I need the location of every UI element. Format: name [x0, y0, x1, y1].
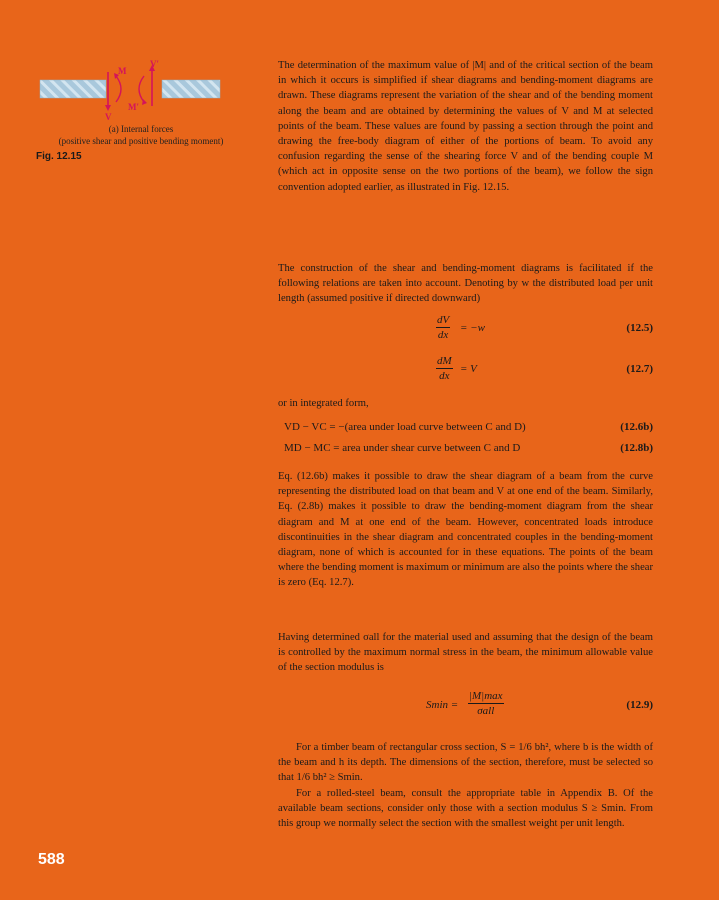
eq127-numerator: dM	[437, 355, 452, 367]
beam-diagram	[38, 58, 228, 122]
eq126b-label: (12.6b)	[620, 421, 653, 433]
eq126b-text: VD − VC = −(area under load curve between C and D)	[284, 421, 526, 433]
paragraph-4: Eq. (12.6b) makes it possible to draw the shear diagram of a beam from the curve representing the distributed load on that beam and V at one end of the beam. Similarly, Eq. (2.8b) makes it possible to draw the bending-moment diagram from the shear diagram and M at one end of the beam. However, concentrated loads introduce discontinuities in the shear diagram and concentrated couples in the bending-moment diagram, none of which is accounted for in these equations. The points of the beam where the bending moment is maximum or minimum are also the points where the shear is zero (Eq. 12.7).	[278, 471, 653, 589]
eq129-denominator: σall	[477, 705, 495, 717]
right-beam-segment	[162, 80, 220, 98]
label-V-prime: V′	[150, 59, 160, 69]
eq129-label: (12.9)	[626, 699, 653, 711]
equation-12-9	[278, 690, 653, 730]
eq129-numerator: |M|max	[469, 690, 503, 702]
eq125-denominator: dx	[437, 329, 449, 341]
equation-12-5	[278, 314, 653, 354]
equation-12-7	[278, 355, 653, 395]
caption-line-1: (a) Internal forces	[108, 124, 174, 134]
eq125-numerator: dV	[437, 314, 450, 326]
left-beam-segment	[40, 80, 106, 98]
label-M: M	[118, 66, 127, 76]
page-number: 588	[38, 851, 65, 868]
eq127-label: (12.7)	[626, 363, 653, 375]
eq125-label: (12.5)	[626, 322, 653, 334]
label-M-prime: M′	[128, 102, 140, 112]
figure-caption	[36, 123, 246, 147]
moment-arrow-M	[116, 76, 121, 102]
figure-label: Fig. 12.15	[36, 151, 82, 162]
eq128b-text: MD − MC = area under shear curve between C and D	[284, 442, 521, 454]
eq125-rhs: = −w	[460, 322, 485, 334]
paragraph-5: Having determined σall for the material used and assuming that the design of the beam is controlled by the maximum normal stress in the beam, the minimum allowable value of the section modulus is	[278, 632, 653, 674]
paragraph-6: For a timber beam of rectangular cross section, S = 1/6 bh², where b is the width of the beam and h its depth. The dimensions of the section, therefore, must be selected so that 1/6 bh² ≥ Smin.	[278, 742, 653, 784]
paragraph-2: The construction of the shear and bending-moment diagrams is facilitated if the following relations are taken into account. Denoting by w the distributed load per unit length (assumed positive if directed downward)	[278, 263, 653, 305]
moment-arrow-M-prime	[139, 76, 144, 102]
paragraph-7: For a rolled-steel beam, consult the appropriate table in Appendix B. Of the available beam sections, consider only those with a section modulus S ≥ Smin. From this group we normally select the section with the smallest weight per unit length.	[278, 788, 653, 830]
label-V: V	[105, 112, 112, 122]
paragraph-1: The determination of the maximum value of |M| and of the critical section of the beam in which it occurs is simplified if shear diagrams and bending-moment diagrams are drawn. These diagrams represent the variation of the shear and of the bending moment along the beam and are obtained by determining the values of V and M at selected points of the beam. These values are found by passing a section through the point and drawing the free-body diagram of either of the portions of beam. To avoid any confusion regarding the sense of the shearing force V and of the bending couple M (which act in opposite sense on the two portions of the beam), we follow the sign convention adopted earlier, as illustrated in Fig. 12.15.	[278, 60, 653, 193]
paragraph-3: or in integrated form,	[278, 398, 369, 409]
eq128b-label: (12.8b)	[620, 442, 653, 454]
eq129-lhs: Smin =	[426, 699, 459, 711]
caption-line-2: (positive shear and positive bending moment)	[58, 136, 224, 146]
internal-forces-figure	[38, 58, 228, 122]
eq127-rhs: = V	[460, 363, 477, 375]
eq127-denominator: dx	[439, 370, 450, 382]
